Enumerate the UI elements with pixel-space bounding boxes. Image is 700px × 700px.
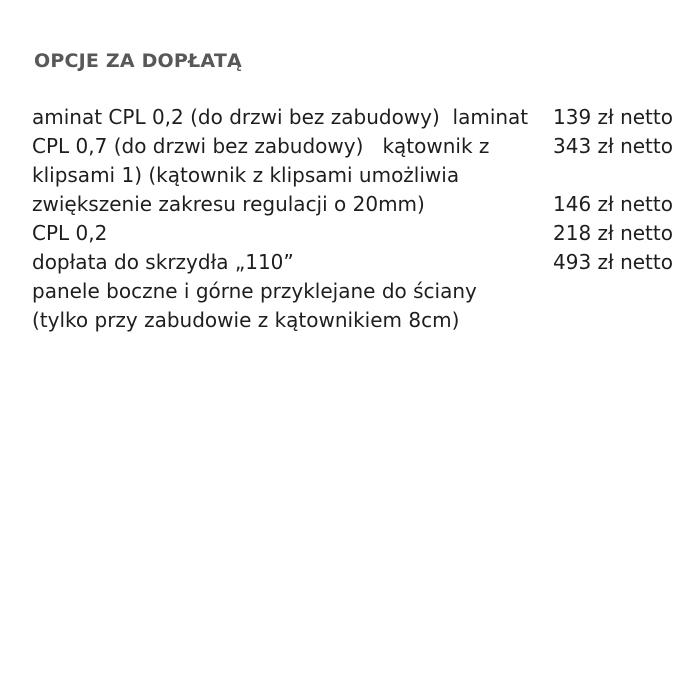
- option-price: 139 zł netto: [553, 105, 673, 129]
- list-line: [32, 306, 680, 335]
- option-price: 146 zł netto: [553, 192, 673, 216]
- option-text: CPL 0,7 (do drzwi bez zabudowy) kątownik z: [32, 134, 490, 158]
- page-title: OPCJE ZA DOPŁATĄ: [34, 50, 242, 72]
- option-text: CPL 0,2: [32, 221, 108, 245]
- list-line: [32, 103, 680, 132]
- option-text: zwiększenie zakresu regulacji o 20mm): [32, 192, 425, 216]
- price-list: [32, 103, 680, 335]
- option-text: (tylko przy zabudowie z kątownikiem 8cm): [32, 308, 460, 332]
- list-line: [32, 277, 680, 306]
- list-line: [32, 161, 680, 190]
- option-price: 343 zł netto: [553, 134, 673, 158]
- list-line: [32, 219, 680, 248]
- list-line: [32, 190, 680, 219]
- list-line: [32, 132, 680, 161]
- list-line: [32, 248, 680, 277]
- option-text: panele boczne i górne przyklejane do ściany: [32, 279, 477, 303]
- option-text: klipsami 1) (kątownik z klipsami umożliwia: [32, 163, 460, 187]
- option-text: dopłata do skrzydła „110”: [32, 250, 294, 274]
- option-price: 493 zł netto: [553, 250, 673, 274]
- option-price: 218 zł netto: [553, 221, 673, 245]
- option-text: aminat CPL 0,2 (do drzwi bez zabudowy) laminat: [32, 105, 529, 129]
